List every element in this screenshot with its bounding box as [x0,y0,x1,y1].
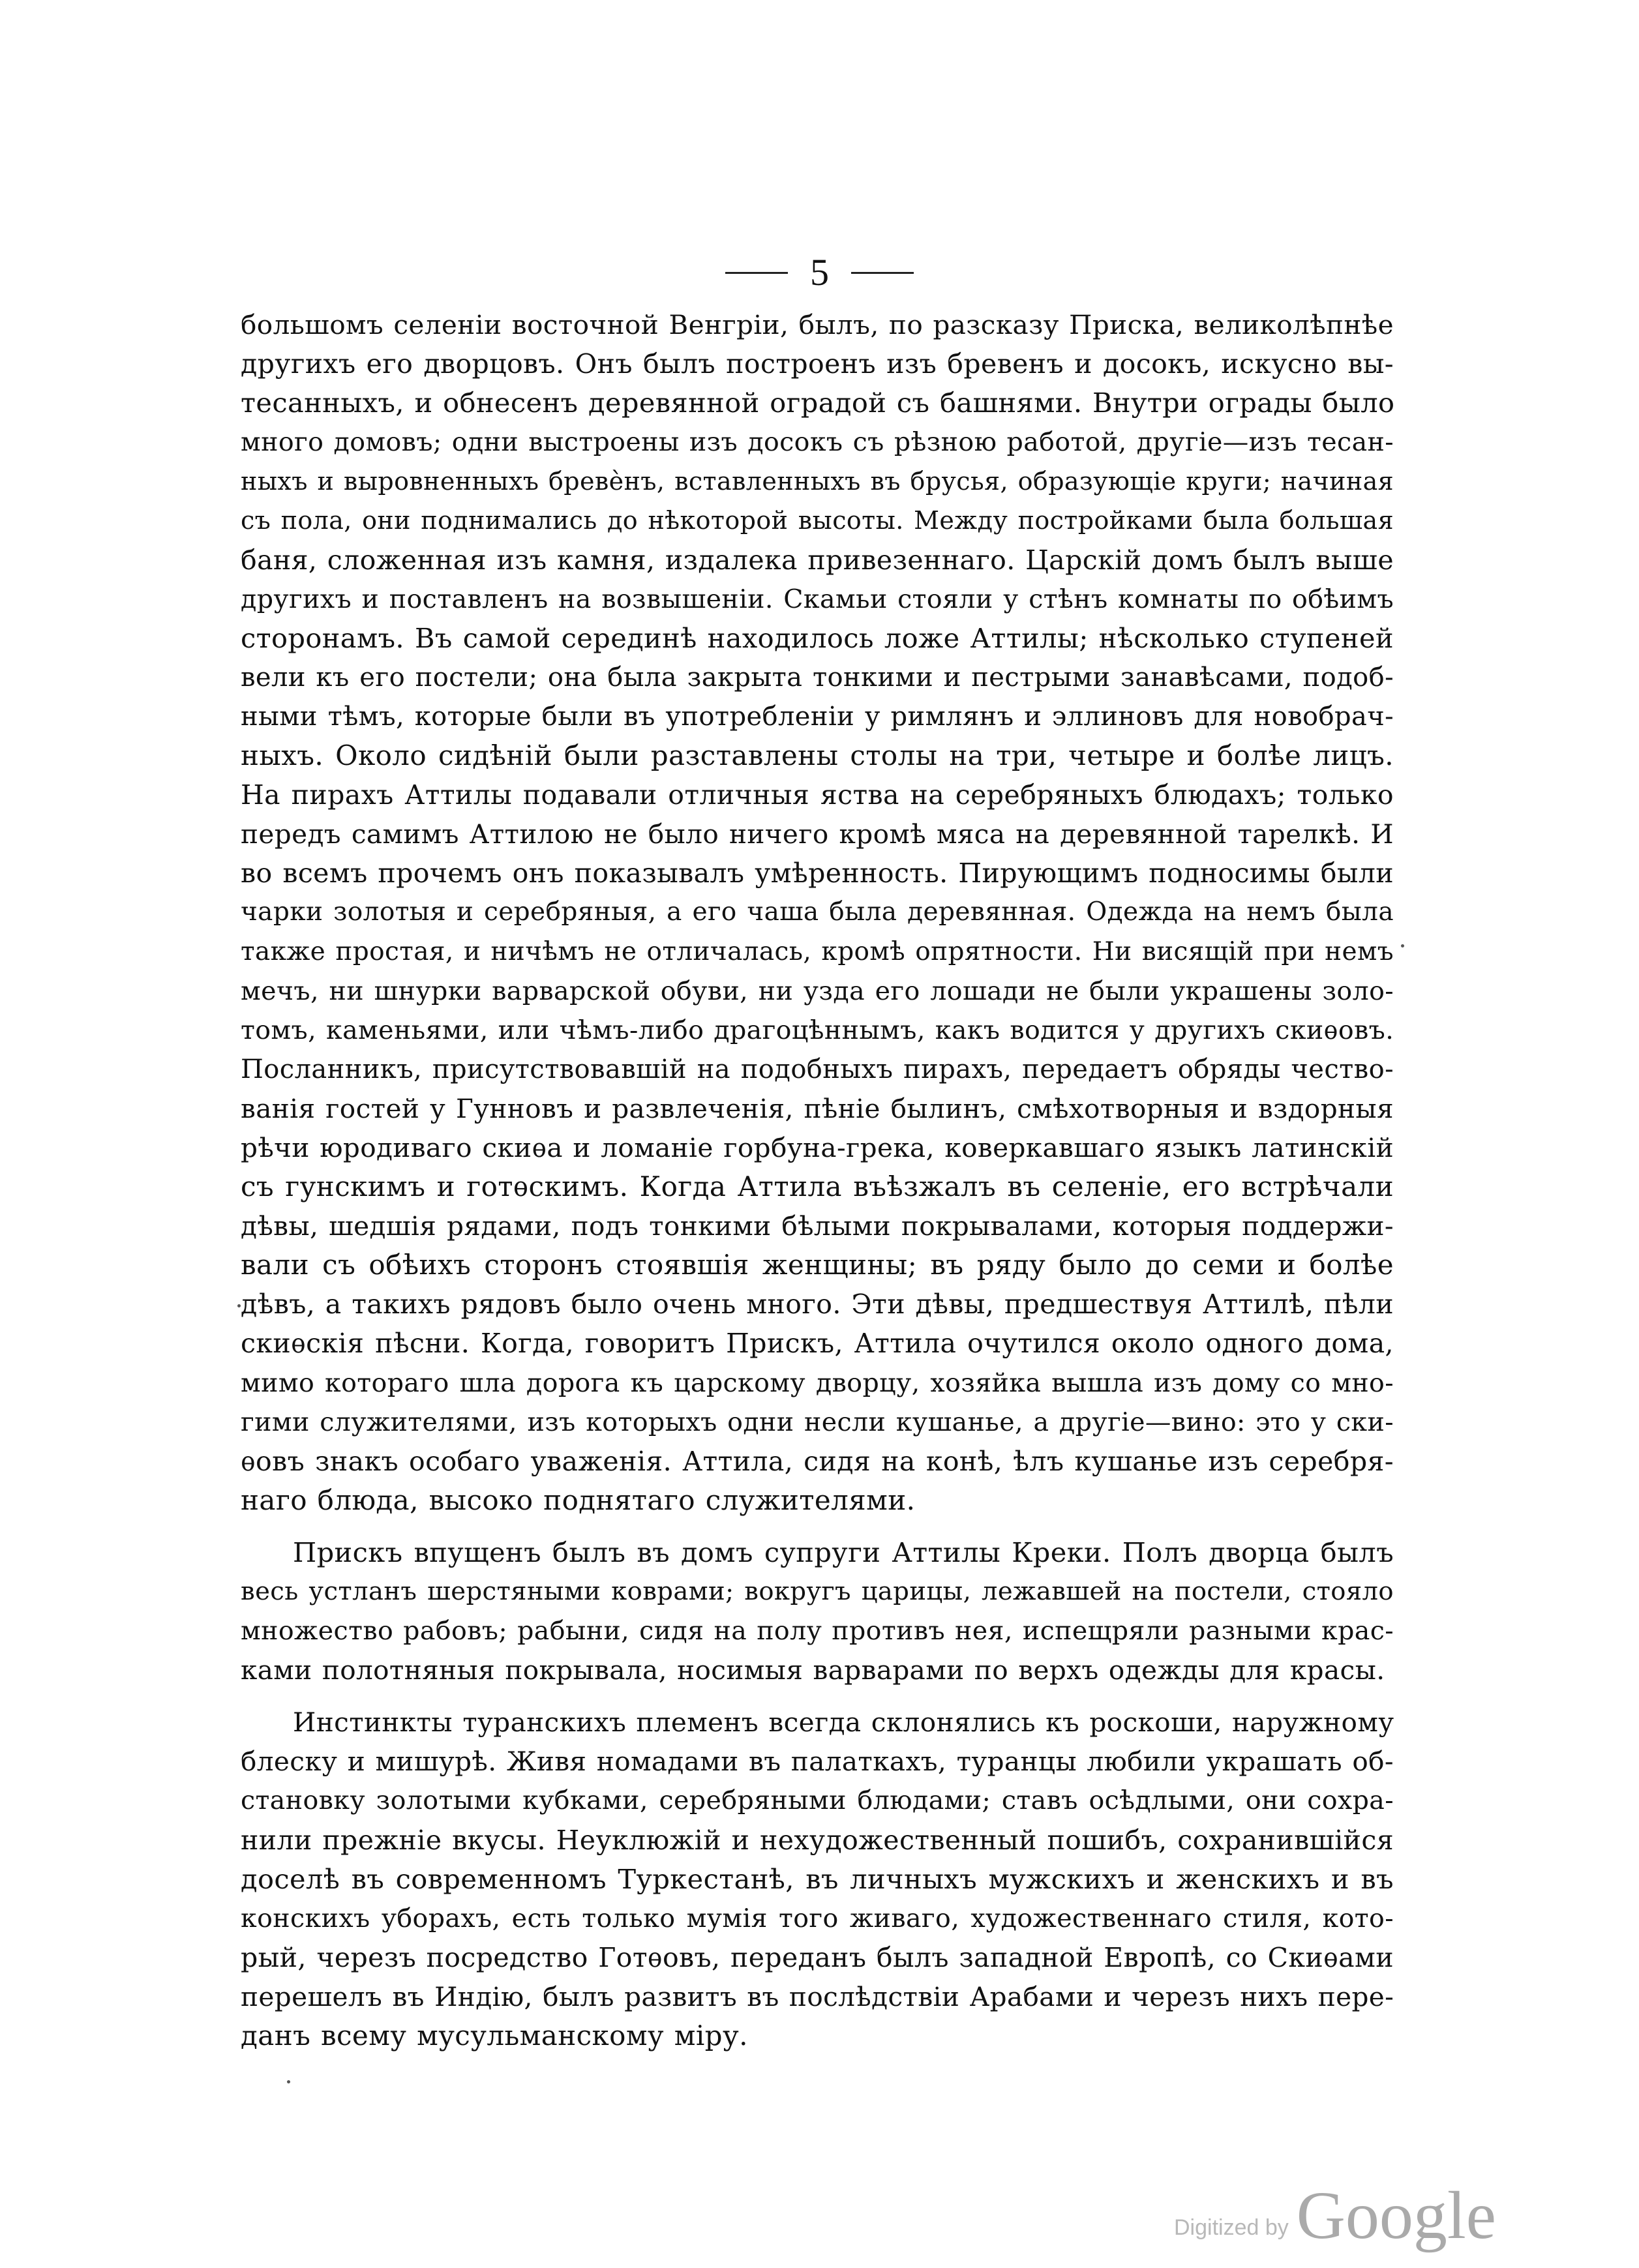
text-line: данъ всему мусульманскому міру. [241,2020,748,2052]
text-line: томъ, каменьями, или чѣмъ-либо драгоцѣннымъ, какъ водится у другихъ скиѳовъ. [241,1015,1394,1045]
text-line: перешелъ въ Индію, былъ развитъ въ послѣдствіи Арабами и черезъ нихъ пере- [241,1980,1394,2012]
text-line: дѣвы, шедшія рядами, подъ тонкими бѣлыми покрывалами, которыя поддержи- [241,1210,1394,1242]
text-line: Посланникъ, присутствовавшій на подобныхъ пирахъ, передаетъ обряды чество- [241,1054,1394,1084]
text-line: мечъ, ни шнурки варварской обуви, ни узда его лошади не были украшены золо- [241,976,1394,1006]
scan-speck [1401,944,1404,947]
text-line: дѣвъ, а такихъ рядовъ было очень много. Эти дѣвы, предшествуя Аттилѣ, пѣли [241,1289,1394,1321]
page-number: 5 [810,251,829,293]
text-line: сторонамъ. Въ самой серединѣ находилось ложе Аттилы; нѣсколько ступеней [241,621,1394,654]
text-line: большомъ селеніи восточной Венгріи, былъ, по разсказу Приска, великолѣпнѣе [241,309,1394,340]
scan-speck [287,2080,290,2083]
google-logo: Google [1296,2178,1496,2253]
text-line: нили прежніе вкусы. Неуклюжій и нехудожественный пошибъ, сохранившійся [241,1824,1394,1856]
text-line: становку золотыми кубками, серебряными блюдами; ставъ осѣдлыми, они сохра- [241,1785,1394,1816]
text-line: На пирахъ Аттилы подавали отличныя яства на серебряныхъ блюдахъ; только [241,779,1394,811]
paragraph [241,305,1394,1520]
digitized-watermark [1174,2178,1496,2253]
text-line: тесанныхъ, и обнесенъ деревянной оградой съ башнями. Внутри ограды было [241,387,1395,419]
text-line: баня, сложенная изъ камня, издалека привезеннаго. Царскій домъ былъ выше [241,544,1394,576]
text-line: чарки золотыя и серебряныя, а его чаша была деревянная. Одежда на немъ была [241,897,1394,927]
text-line: рый, черезъ посредство Готѳовъ, переданъ былъ западной Европѣ, со Скиѳами [241,1941,1394,1973]
text-line: ванія гостей у Гунновъ и развлеченія, пѣніе былинъ, смѣхотворныя и вздорныя [241,1092,1394,1124]
text-line: съ гунскимъ и готѳскимъ. Когда Аттила въѣзжалъ въ селеніе, его встрѣчали [241,1171,1394,1203]
text-line: ныхъ. Около сидѣній были разставлены столы на три, четыре и болѣе лицъ. [241,739,1394,772]
text-line: скиѳскія пѣсни. Когда, говоритъ Прискъ, Аттила очутился около одного дома, [241,1328,1394,1360]
page-header [0,253,1639,292]
text-line: ными тѣмъ, которые были въ употребленіи у римлянъ и эллиновъ для новобрач- [241,701,1394,732]
text-line: гими служителями, изъ которыхъ одни несли кушанье, а другіе—вино: это у ски- [241,1407,1394,1437]
page-body-text [241,305,1394,2055]
text-line: другихъ его дворцовъ. Онъ былъ построенъ изъ бревенъ и досокъ, искусно вы- [241,348,1394,380]
text-line: вали съ обѣихъ сторонъ стоявшія женщины; въ ряду было до семи и болѣе [241,1249,1394,1281]
text-line: блеску и мишурѣ. Живя номадами въ палаткахъ, туранцы любили украшать об- [241,1746,1394,1778]
text-line: много домовъ; одни выстроены изъ досокъ съ рѣзною работой, другіе—изъ тесан- [241,427,1394,458]
text-line: весь устланъ шерстяными коврами; вокругъ царицы, лежавшей на постели, стояло [241,1577,1394,1606]
text-line: вели къ его постели; она была закрыта тонкими и пестрыми занавѣсами, подоб- [241,662,1394,693]
text-line: ѳовъ знакъ особаго уваженія. Аттила, сидя на конѣ, ѣлъ кушанье изъ серебря- [241,1445,1394,1477]
text-line: Инстинкты туранскихъ племенъ всегда склонялись къ роскоши, наружному [293,1707,1394,1738]
text-line: множество рабовъ; рабыни, сидя на полу противъ нея, испещряли разными крас- [241,1616,1394,1647]
text-line: Прискъ впущенъ былъ въ домъ супруги Аттилы Креки. Полъ дворца былъ [293,1536,1394,1568]
header-rule-right [851,272,914,274]
text-line: наго блюда, высоко поднятаго служителями. [241,1484,916,1516]
text-line: конскихъ уборахъ, есть только мумія того живаго, художественнаго стиля, кото- [241,1903,1394,1933]
digitized-by-label: Digitized by [1174,2215,1289,2240]
text-line: мимо котораго шла дорога къ царскому дворцу, хозяйка вышла изъ дому со мно- [241,1367,1394,1398]
header-rule-left [725,272,788,274]
text-line: передъ самимъ Аттилою не было ничего кромѣ мяса на деревянной тарелкѣ. И [241,818,1394,850]
scan-speck [237,1304,241,1307]
text-line: рѣчи юродиваго скиѳа и ломаніе горбуна-грека, коверкавшаго языкъ латинскій [241,1131,1394,1163]
text-line: также простая, и ничѣмъ не отличалась, кромѣ опрятности. Ни висящій при немъ [241,936,1394,966]
paragraph [241,1703,1394,2055]
text-line: другихъ и поставленъ на возвышеніи. Скамьи стояли у стѣнъ комнаты по обѣимъ [241,584,1394,614]
text-line: во всемъ прочемъ онъ показывалъ умѣренность. Пирующимъ подносимы были [241,858,1394,889]
text-line: ками полотняныя покрывала, носимыя варварами по верхъ одежды для красы. [241,1654,1385,1686]
text-line: ныхъ и выровненныхъ бревѐнъ, вставленныхъ въ брусья, образующіе круги; начиная [241,467,1394,496]
text-line: съ пола, они поднимались до нѣкоторой высоты. Между постройками была большая [241,506,1394,535]
paragraph [241,1533,1394,1690]
text-line: доселѣ въ современномъ Туркестанѣ, въ личныхъ мужскихъ и женскихъ и въ [241,1862,1394,1895]
